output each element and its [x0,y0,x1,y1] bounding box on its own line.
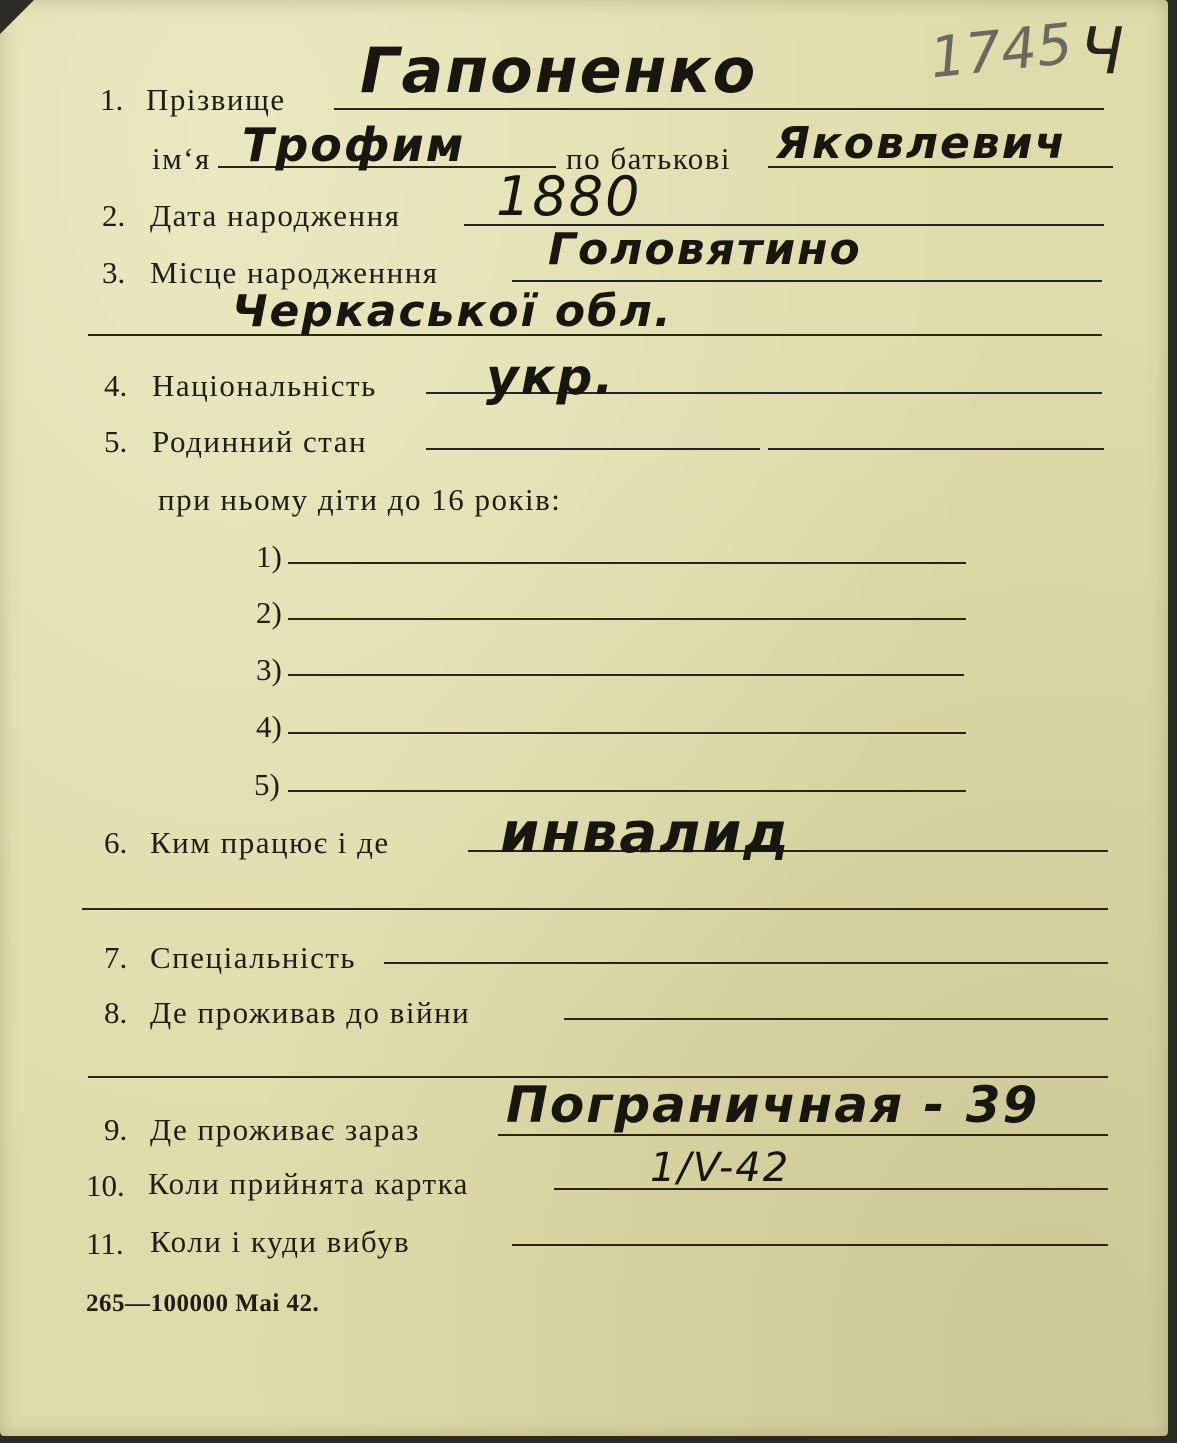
field-3-number: 3. [102,255,126,290]
name-label: ім‘я [152,141,211,176]
field-5-line [426,448,760,450]
field-4-label: Національність [152,368,377,403]
child-2-line [288,618,966,620]
print-code: 265—100000 Маі 42. [86,1290,320,1317]
patronymic-label: по батькові [566,141,731,176]
child-3-line [288,674,964,676]
field-9-label: Де проживає зараз [150,1112,420,1147]
child-4-label: 4) [256,709,282,744]
field-11-label: Коли і куди вибув [150,1224,411,1259]
field-6-number: 6. [104,825,128,860]
field-8-number: 8. [104,995,128,1030]
field-6-value: инвалид [500,801,791,866]
child-5-line [288,790,966,792]
field-11-number: 11. [86,1226,124,1261]
field-9-number: 9. [104,1112,128,1147]
field-7-number: 7. [104,940,128,975]
field-8-label: Де проживав до війни [150,995,471,1030]
child-5-label: 5) [254,767,280,802]
field-10-label: Коли прийнята картка [148,1166,469,1201]
archive-mark: Ч [1080,15,1126,89]
field-10-line [554,1188,1108,1190]
child-1-line [288,562,966,564]
field-1-value: Гапоненко [360,34,758,107]
child-4-line [288,732,966,734]
torn-corner [0,0,34,34]
patronymic-value: Яковлевич [776,118,1067,169]
field-9-value: Пограничная - 39 [506,1076,1040,1134]
field-1-line [334,108,1104,110]
field-2-number: 2. [102,198,126,233]
child-2-label: 2) [256,595,282,630]
field-10-number: 10. [86,1168,125,1203]
field-4-number: 4. [104,368,128,403]
child-1-label: 1) [256,539,282,574]
field-5-label: Родинний стан [152,424,368,459]
field-3-value-2: Черкаської обл. [232,286,673,337]
field-1-label: Прізвище [146,82,286,117]
child-3-label: 3) [256,652,282,687]
field-3-value: Головятино [548,224,862,275]
field-2-label: Дата народження [150,198,401,233]
children-label: при ньому діти до 16 років: [158,482,562,517]
name-value: Трофим [242,118,466,172]
field-7-line [384,962,1108,964]
field-5-line-2 [768,448,1104,450]
field-7-label: Спеціальність [150,940,357,975]
field-9-line [498,1134,1108,1136]
field-3-label: Місце народженння [150,255,439,290]
field-1-number: 1. [100,82,124,117]
field-8-line [564,1018,1108,1020]
field-10-value: 1/V-42 [650,1145,791,1191]
field-4-value: укр. [486,348,616,406]
field-5-number: 5. [104,424,128,459]
field-2-value: 1880 [496,165,642,228]
field-6-line-2 [82,908,1108,910]
field-6-label: Ким працює і де [150,825,390,860]
archive-number: 1745 [926,11,1076,92]
field-3-line [512,280,1102,282]
field-11-line [512,1244,1108,1246]
